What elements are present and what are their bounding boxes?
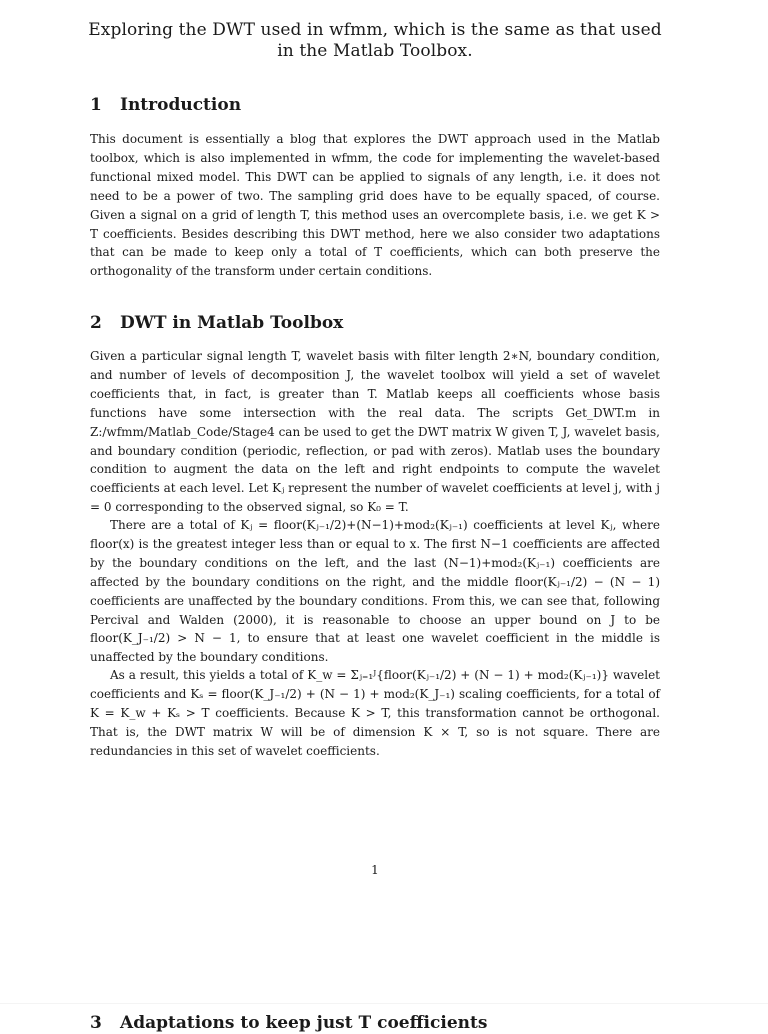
paragraph-dwt-1: Given a particular signal length T, wavelet basis with filter length 2∗N, boundary condition, and number of levels of decomposition J, the wavelet toolbox will yield a set of wavelet coefficients that, in fact, is greater than T. Matlab keeps all coefficients whose basis functions have some intersection with the real data. The scripts Get_DWT.m in Z:/wfmm/Matlab_Code/Stage4 can be used to get the DWT matrix W given T, J, wavelet basis, and boundary condition (periodic, reflection, or pad with zeros). Matlab uses the boundary condition to augment the data on the left and right endpoints to compute the wavelet coefficients at each level. Let Kⱼ represent the number of wavelet coefficients at level j, with j = 0 corresponding to the observed signal, so K₀ = T.: [90, 349, 660, 515]
section-title: DWT in Matlab Toolbox: [120, 313, 344, 333]
paragraph-dwt-3: As a result, this yields a total of K_w = Σⱼ₌₁ᴶ{floor(Kⱼ₋₁/2) + (N − 1) + mod₂(Kⱼ₋₁)} wavelet coefficients and Kₛ = floor(K_J₋₁/2) + (N − 1) + mod₂(K_J₋₁) scaling coefficients, for a total of K = K_w + Kₛ > T coefficients. Because K > T, this transformation cannot be orthogonal. That is, the DWT matrix W will be of dimension K × T, so is not square. There are redundancies in this set of wavelet coefficients.: [90, 668, 660, 758]
page-number: 1: [371, 863, 379, 877]
page-divider: [0, 1003, 768, 1004]
section-title: Adaptations to keep just T coefficients: [120, 1013, 488, 1033]
section-heading-introduction: [90, 94, 241, 116]
paragraph-introduction: This document is essentially a blog that explores the DWT approach used in the Matlab toolbox, which is also implemented in wfmm, the code for implementing the wavelet-based functional mixed model. This DWT can be applied to signals of any length, i.e. it does not need to be a power of two. The sampling grid does have to be equally spaced, of course. Given a signal on a grid of length T, this method uses an overcomplete basis, i.e. we get K > T coefficients. Besides describing this DWT method, here we also consider two adaptations that can be made to keep only a total of T coefficients, which can both preserve the orthogonality of the transform under certain conditions.: [90, 132, 660, 279]
document-title: Exploring the DWT used in wfmm, which is the same as that used in the Matlab Toolbox.: [88, 20, 662, 61]
section-heading-dwt-matlab-toolbox: [90, 312, 343, 334]
section-heading-adaptations: [90, 1012, 487, 1034]
section-number: 2: [90, 313, 102, 333]
section-number: 1: [90, 95, 102, 115]
section-number: 3: [90, 1013, 102, 1033]
section-title: Introduction: [120, 95, 242, 115]
paragraph-dwt-2: There are a total of Kⱼ = floor(Kⱼ₋₁/2)+(N−1)+mod₂(Kⱼ₋₁) coefficients at level Kⱼ, where floor(x) is the greatest integer less than or equal to x. The first N−1 coefficients are affected by the boundary conditions on the left, and the last (N−1)+mod₂(Kⱼ₋₁) coefficients are affected by the boundary conditions on the right, and the middle floor(Kⱼ₋₁/2) − (N − 1) coefficients are unaffected by the boundary conditions. From this, we can see that, following Percival and Walden (2000), it is reasonable to choose an upper bound on J to be floor(K_J₋₁/2) > N − 1, to ensure that at least one wavelet coefficient in the middle is unaffected by the boundary conditions.: [90, 518, 660, 665]
